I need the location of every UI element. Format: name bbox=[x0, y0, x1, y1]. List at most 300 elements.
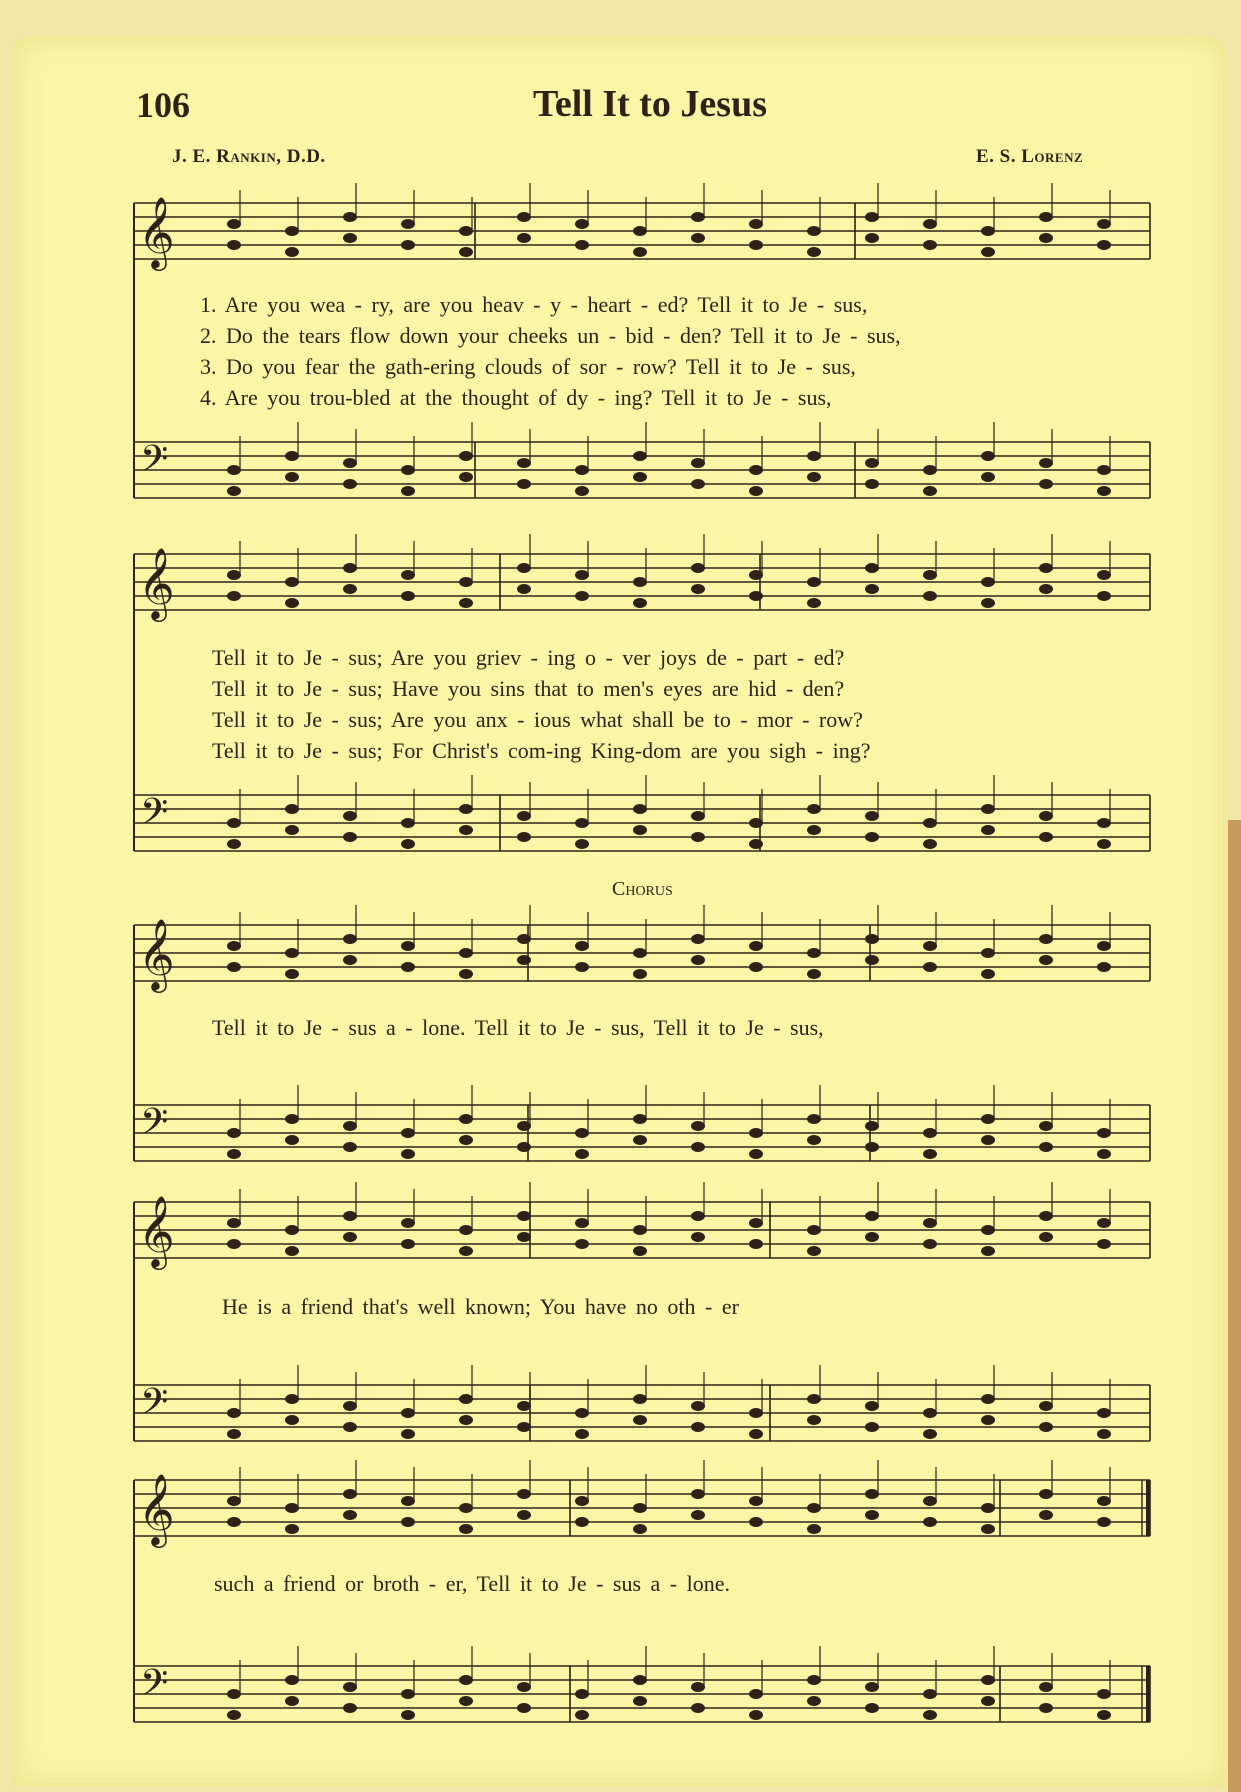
note-head bbox=[981, 1696, 995, 1706]
note-head bbox=[575, 818, 589, 828]
note-head bbox=[459, 1524, 473, 1534]
note-head bbox=[575, 1239, 589, 1249]
note-head bbox=[981, 1135, 995, 1145]
note-head bbox=[227, 962, 241, 972]
note-head bbox=[459, 247, 473, 257]
note-head bbox=[343, 1489, 357, 1499]
note-head bbox=[285, 1503, 299, 1513]
note-head bbox=[865, 1142, 879, 1152]
note-head bbox=[1097, 941, 1111, 951]
note-head bbox=[459, 825, 473, 835]
note-head bbox=[401, 818, 415, 828]
note-head bbox=[807, 1246, 821, 1256]
note-head bbox=[1039, 1211, 1053, 1221]
note-head bbox=[1097, 1408, 1111, 1418]
note-head bbox=[285, 825, 299, 835]
note-head bbox=[1097, 570, 1111, 580]
note-head bbox=[1039, 955, 1053, 965]
note-head bbox=[981, 226, 995, 236]
note-head bbox=[401, 465, 415, 475]
note-head bbox=[285, 598, 299, 608]
note-head bbox=[285, 247, 299, 257]
note-head bbox=[285, 969, 299, 979]
note-head bbox=[1097, 839, 1111, 849]
note-head bbox=[517, 1682, 531, 1692]
note-head bbox=[401, 219, 415, 229]
note-head bbox=[981, 969, 995, 979]
note-head bbox=[343, 1121, 357, 1131]
note-head bbox=[749, 591, 763, 601]
note-head bbox=[691, 1211, 705, 1221]
note-head bbox=[1097, 486, 1111, 496]
treble-clef-icon: 𝄞 bbox=[138, 1194, 175, 1267]
note-head bbox=[749, 839, 763, 849]
note-head bbox=[749, 465, 763, 475]
lyricist-credit: J. E. Rankin, D.D. bbox=[172, 146, 326, 167]
note-head bbox=[981, 1415, 995, 1425]
note-head bbox=[981, 598, 995, 608]
verse-2-line-2: Tell it to Je - sus; Have you sins that to men's eyes are hid - den? bbox=[212, 676, 845, 701]
note-head bbox=[227, 1710, 241, 1720]
note-head bbox=[633, 825, 647, 835]
note-head bbox=[691, 212, 705, 222]
note-head bbox=[285, 1135, 299, 1145]
note-head bbox=[807, 1135, 821, 1145]
note-head bbox=[923, 941, 937, 951]
note-head bbox=[865, 1211, 879, 1221]
note-head bbox=[459, 804, 473, 814]
note-head bbox=[459, 969, 473, 979]
note-head bbox=[981, 1394, 995, 1404]
note-head bbox=[923, 486, 937, 496]
note-head bbox=[227, 570, 241, 580]
note-head bbox=[517, 1489, 531, 1499]
note-head bbox=[1039, 458, 1053, 468]
note-head bbox=[749, 1218, 763, 1228]
note-head bbox=[1097, 465, 1111, 475]
composer-credit: E. S. Lorenz bbox=[976, 146, 1084, 167]
note-head bbox=[285, 472, 299, 482]
note-head bbox=[691, 934, 705, 944]
note-head bbox=[807, 1394, 821, 1404]
note-head bbox=[865, 1703, 879, 1713]
note-head bbox=[807, 1675, 821, 1685]
note-head bbox=[227, 1517, 241, 1527]
note-head bbox=[633, 1394, 647, 1404]
note-head bbox=[1097, 240, 1111, 250]
note-head bbox=[981, 1114, 995, 1124]
note-head bbox=[807, 1415, 821, 1425]
note-head bbox=[227, 1689, 241, 1699]
note-head bbox=[633, 969, 647, 979]
note-head bbox=[575, 839, 589, 849]
note-head bbox=[517, 233, 531, 243]
note-head bbox=[691, 1401, 705, 1411]
note-head bbox=[633, 472, 647, 482]
note-head bbox=[227, 219, 241, 229]
note-head bbox=[227, 1149, 241, 1159]
note-head bbox=[401, 1689, 415, 1699]
note-head bbox=[343, 1401, 357, 1411]
note-head bbox=[691, 955, 705, 965]
note-head bbox=[691, 1142, 705, 1152]
note-head bbox=[1097, 1218, 1111, 1228]
note-head bbox=[1039, 1142, 1053, 1152]
note-head bbox=[285, 226, 299, 236]
note-head bbox=[691, 233, 705, 243]
note-head bbox=[575, 1496, 589, 1506]
note-head bbox=[923, 219, 937, 229]
note-head bbox=[343, 1142, 357, 1152]
note-head bbox=[749, 1517, 763, 1527]
note-head bbox=[807, 598, 821, 608]
verse-2-line-1: 2. Do the tears flow down your cheeks un - bid - den? Tell it to Je - sus, bbox=[200, 323, 901, 348]
note-head bbox=[981, 804, 995, 814]
note-head bbox=[575, 1408, 589, 1418]
note-head bbox=[1097, 1689, 1111, 1699]
note-head bbox=[981, 1675, 995, 1685]
note-head bbox=[749, 1429, 763, 1439]
note-head bbox=[865, 811, 879, 821]
verse-4-line-2: Tell it to Je - sus; For Christ's com-ing King-dom are you sigh - ing? bbox=[212, 738, 871, 763]
note-head bbox=[227, 1239, 241, 1249]
note-head bbox=[865, 563, 879, 573]
note-head bbox=[517, 1422, 531, 1432]
note-head bbox=[575, 1218, 589, 1228]
note-head bbox=[807, 948, 821, 958]
note-head bbox=[285, 1114, 299, 1124]
note-head bbox=[807, 969, 821, 979]
note-head bbox=[807, 1225, 821, 1235]
note-head bbox=[981, 247, 995, 257]
note-head bbox=[923, 1496, 937, 1506]
note-head bbox=[343, 233, 357, 243]
note-head bbox=[285, 804, 299, 814]
note-head bbox=[227, 941, 241, 951]
note-head bbox=[865, 1422, 879, 1432]
note-head bbox=[865, 1489, 879, 1499]
note-head bbox=[633, 247, 647, 257]
note-head bbox=[981, 1503, 995, 1513]
note-head bbox=[401, 941, 415, 951]
note-head bbox=[227, 465, 241, 475]
note-head bbox=[459, 1394, 473, 1404]
note-head bbox=[1039, 1489, 1053, 1499]
bass-clef-icon: 𝄢 bbox=[140, 1101, 169, 1152]
note-head bbox=[923, 1408, 937, 1418]
note-head bbox=[1039, 479, 1053, 489]
note-head bbox=[981, 1225, 995, 1235]
note-head bbox=[1097, 1128, 1111, 1138]
note-head bbox=[517, 1142, 531, 1152]
verse-3-line-2: Tell it to Je - sus; Are you anx - ious what shall be to - mor - row? bbox=[212, 707, 863, 732]
note-head bbox=[401, 1128, 415, 1138]
note-head bbox=[923, 839, 937, 849]
note-head bbox=[343, 1703, 357, 1713]
note-head bbox=[749, 219, 763, 229]
note-head bbox=[749, 240, 763, 250]
treble-clef-icon: 𝄞 bbox=[138, 546, 175, 619]
note-head bbox=[923, 1429, 937, 1439]
note-head bbox=[1097, 1239, 1111, 1249]
note-head bbox=[575, 1149, 589, 1159]
note-head bbox=[401, 1710, 415, 1720]
note-head bbox=[227, 1218, 241, 1228]
note-head bbox=[1039, 811, 1053, 821]
note-head bbox=[923, 570, 937, 580]
note-head bbox=[865, 584, 879, 594]
note-head bbox=[227, 1496, 241, 1506]
note-head bbox=[1097, 1149, 1111, 1159]
note-head bbox=[343, 811, 357, 821]
note-head bbox=[343, 832, 357, 842]
note-head bbox=[749, 1689, 763, 1699]
note-head bbox=[865, 955, 879, 965]
note-head bbox=[633, 1675, 647, 1685]
note-head bbox=[807, 577, 821, 587]
note-head bbox=[285, 948, 299, 958]
note-head bbox=[749, 570, 763, 580]
note-head bbox=[865, 212, 879, 222]
note-head bbox=[285, 1415, 299, 1425]
note-head bbox=[633, 1114, 647, 1124]
note-head bbox=[923, 240, 937, 250]
note-head bbox=[343, 1211, 357, 1221]
note-head bbox=[227, 591, 241, 601]
note-head bbox=[633, 577, 647, 587]
note-head bbox=[285, 1696, 299, 1706]
note-head bbox=[749, 1149, 763, 1159]
note-head bbox=[749, 1710, 763, 1720]
note-head bbox=[285, 1225, 299, 1235]
note-head bbox=[401, 591, 415, 601]
note-head bbox=[691, 1682, 705, 1692]
note-head bbox=[401, 1218, 415, 1228]
note-head bbox=[343, 212, 357, 222]
chorus-label: Chorus bbox=[612, 878, 673, 900]
note-head bbox=[807, 804, 821, 814]
note-head bbox=[923, 1689, 937, 1699]
bass-clef-icon: 𝄢 bbox=[140, 791, 169, 842]
note-head bbox=[401, 570, 415, 580]
note-head bbox=[807, 825, 821, 835]
note-head bbox=[691, 1422, 705, 1432]
note-head bbox=[807, 1503, 821, 1513]
note-head bbox=[575, 240, 589, 250]
note-head bbox=[227, 818, 241, 828]
note-head bbox=[343, 934, 357, 944]
note-head bbox=[749, 962, 763, 972]
note-head bbox=[865, 233, 879, 243]
note-head bbox=[633, 451, 647, 461]
note-head bbox=[575, 219, 589, 229]
note-head bbox=[691, 1232, 705, 1242]
note-head bbox=[923, 1239, 937, 1249]
note-head bbox=[285, 577, 299, 587]
note-head bbox=[691, 458, 705, 468]
hymn-number: 106 bbox=[136, 85, 190, 125]
note-head bbox=[633, 1503, 647, 1513]
note-head bbox=[401, 1149, 415, 1159]
note-head bbox=[517, 1211, 531, 1221]
note-head bbox=[517, 832, 531, 842]
treble-clef-icon: 𝄞 bbox=[138, 917, 175, 990]
note-head bbox=[401, 1496, 415, 1506]
note-head bbox=[865, 832, 879, 842]
note-head bbox=[633, 1135, 647, 1145]
note-head bbox=[1039, 233, 1053, 243]
note-head bbox=[459, 1415, 473, 1425]
note-head bbox=[575, 962, 589, 972]
chorus-line-1: Tell it to Je - sus a - lone. Tell it to Je - sus, Tell it to Je - sus, bbox=[212, 1015, 824, 1040]
note-head bbox=[1039, 1682, 1053, 1692]
note-head bbox=[865, 479, 879, 489]
note-head bbox=[981, 948, 995, 958]
hymn-title: Tell It to Jesus bbox=[532, 83, 767, 125]
note-head bbox=[517, 458, 531, 468]
treble-clef-icon: 𝄞 bbox=[138, 195, 175, 268]
note-head bbox=[633, 1225, 647, 1235]
note-head bbox=[459, 226, 473, 236]
note-head bbox=[1039, 1401, 1053, 1411]
note-head bbox=[1039, 1232, 1053, 1242]
note-head bbox=[517, 212, 531, 222]
note-head bbox=[749, 1408, 763, 1418]
note-head bbox=[401, 240, 415, 250]
note-head bbox=[459, 451, 473, 461]
note-head bbox=[865, 1682, 879, 1692]
note-head bbox=[459, 1696, 473, 1706]
note-head bbox=[575, 1710, 589, 1720]
note-head bbox=[1039, 212, 1053, 222]
note-head bbox=[1097, 1496, 1111, 1506]
note-head bbox=[517, 1703, 531, 1713]
note-head bbox=[343, 1510, 357, 1520]
note-head bbox=[517, 1401, 531, 1411]
note-head bbox=[981, 577, 995, 587]
note-head bbox=[1039, 934, 1053, 944]
note-head bbox=[691, 1489, 705, 1499]
note-head bbox=[865, 1401, 879, 1411]
note-head bbox=[807, 247, 821, 257]
note-head bbox=[691, 811, 705, 821]
note-head bbox=[517, 479, 531, 489]
treble-clef-icon: 𝄞 bbox=[138, 1472, 175, 1545]
note-head bbox=[459, 472, 473, 482]
note-head bbox=[227, 1429, 241, 1439]
note-head bbox=[227, 1128, 241, 1138]
bass-clef-icon: 𝄢 bbox=[140, 438, 169, 489]
note-head bbox=[1039, 1510, 1053, 1520]
note-head bbox=[459, 1246, 473, 1256]
verse-3-line-1: 3. Do you fear the gath-ering clouds of sor - row? Tell it to Je - sus, bbox=[200, 354, 856, 379]
note-head bbox=[691, 1121, 705, 1131]
note-head bbox=[285, 1524, 299, 1534]
chorus-line-2: He is a friend that's well known; You have no oth - er bbox=[222, 1294, 739, 1319]
note-head bbox=[749, 486, 763, 496]
note-head bbox=[517, 934, 531, 944]
note-head bbox=[575, 591, 589, 601]
note-head bbox=[343, 563, 357, 573]
bass-clef-icon: 𝄢 bbox=[140, 1662, 169, 1713]
note-head bbox=[981, 1246, 995, 1256]
note-head bbox=[575, 1128, 589, 1138]
note-head bbox=[459, 1675, 473, 1685]
note-head bbox=[1097, 591, 1111, 601]
note-head bbox=[691, 1510, 705, 1520]
note-head bbox=[343, 584, 357, 594]
note-head bbox=[807, 1114, 821, 1124]
note-head bbox=[1097, 1710, 1111, 1720]
note-head bbox=[691, 832, 705, 842]
note-head bbox=[749, 1239, 763, 1249]
note-head bbox=[575, 1429, 589, 1439]
note-head bbox=[633, 1246, 647, 1256]
note-head bbox=[633, 804, 647, 814]
note-head bbox=[517, 955, 531, 965]
note-head bbox=[227, 1408, 241, 1418]
note-head bbox=[749, 1128, 763, 1138]
note-head bbox=[749, 818, 763, 828]
note-head bbox=[401, 962, 415, 972]
note-head bbox=[575, 941, 589, 951]
note-head bbox=[1097, 962, 1111, 972]
note-head bbox=[285, 1675, 299, 1685]
note-head bbox=[459, 1114, 473, 1124]
note-head bbox=[401, 486, 415, 496]
note-head bbox=[575, 1517, 589, 1527]
note-head bbox=[865, 1232, 879, 1242]
note-head bbox=[691, 1703, 705, 1713]
note-head bbox=[343, 1232, 357, 1242]
note-head bbox=[981, 472, 995, 482]
note-head bbox=[517, 1232, 531, 1242]
note-head bbox=[865, 1510, 879, 1520]
note-head bbox=[1039, 584, 1053, 594]
note-head bbox=[575, 570, 589, 580]
note-head bbox=[633, 598, 647, 608]
note-head bbox=[227, 839, 241, 849]
note-head bbox=[1097, 818, 1111, 828]
note-head bbox=[1039, 1121, 1053, 1131]
note-head bbox=[227, 240, 241, 250]
note-head bbox=[923, 1710, 937, 1720]
note-head bbox=[343, 955, 357, 965]
chorus-line-3: such a friend or broth - er, Tell it to Je - sus a - lone. bbox=[214, 1571, 730, 1596]
note-head bbox=[749, 941, 763, 951]
note-head bbox=[633, 1696, 647, 1706]
note-head bbox=[807, 472, 821, 482]
note-head bbox=[401, 1408, 415, 1418]
note-head bbox=[517, 811, 531, 821]
note-head bbox=[517, 584, 531, 594]
note-head bbox=[401, 1239, 415, 1249]
note-head bbox=[923, 1218, 937, 1228]
note-head bbox=[633, 1415, 647, 1425]
note-head bbox=[981, 451, 995, 461]
note-head bbox=[807, 1524, 821, 1534]
bass-clef-icon: 𝄢 bbox=[140, 1381, 169, 1432]
verse-4-line-1: 4. Are you trou-bled at the thought of dy - ing? Tell it to Je - sus, bbox=[200, 385, 832, 410]
note-head bbox=[517, 1510, 531, 1520]
note-head bbox=[923, 1149, 937, 1159]
note-head bbox=[923, 465, 937, 475]
note-head bbox=[401, 839, 415, 849]
note-head bbox=[517, 563, 531, 573]
note-head bbox=[865, 458, 879, 468]
note-head bbox=[1097, 1429, 1111, 1439]
note-head bbox=[1039, 832, 1053, 842]
